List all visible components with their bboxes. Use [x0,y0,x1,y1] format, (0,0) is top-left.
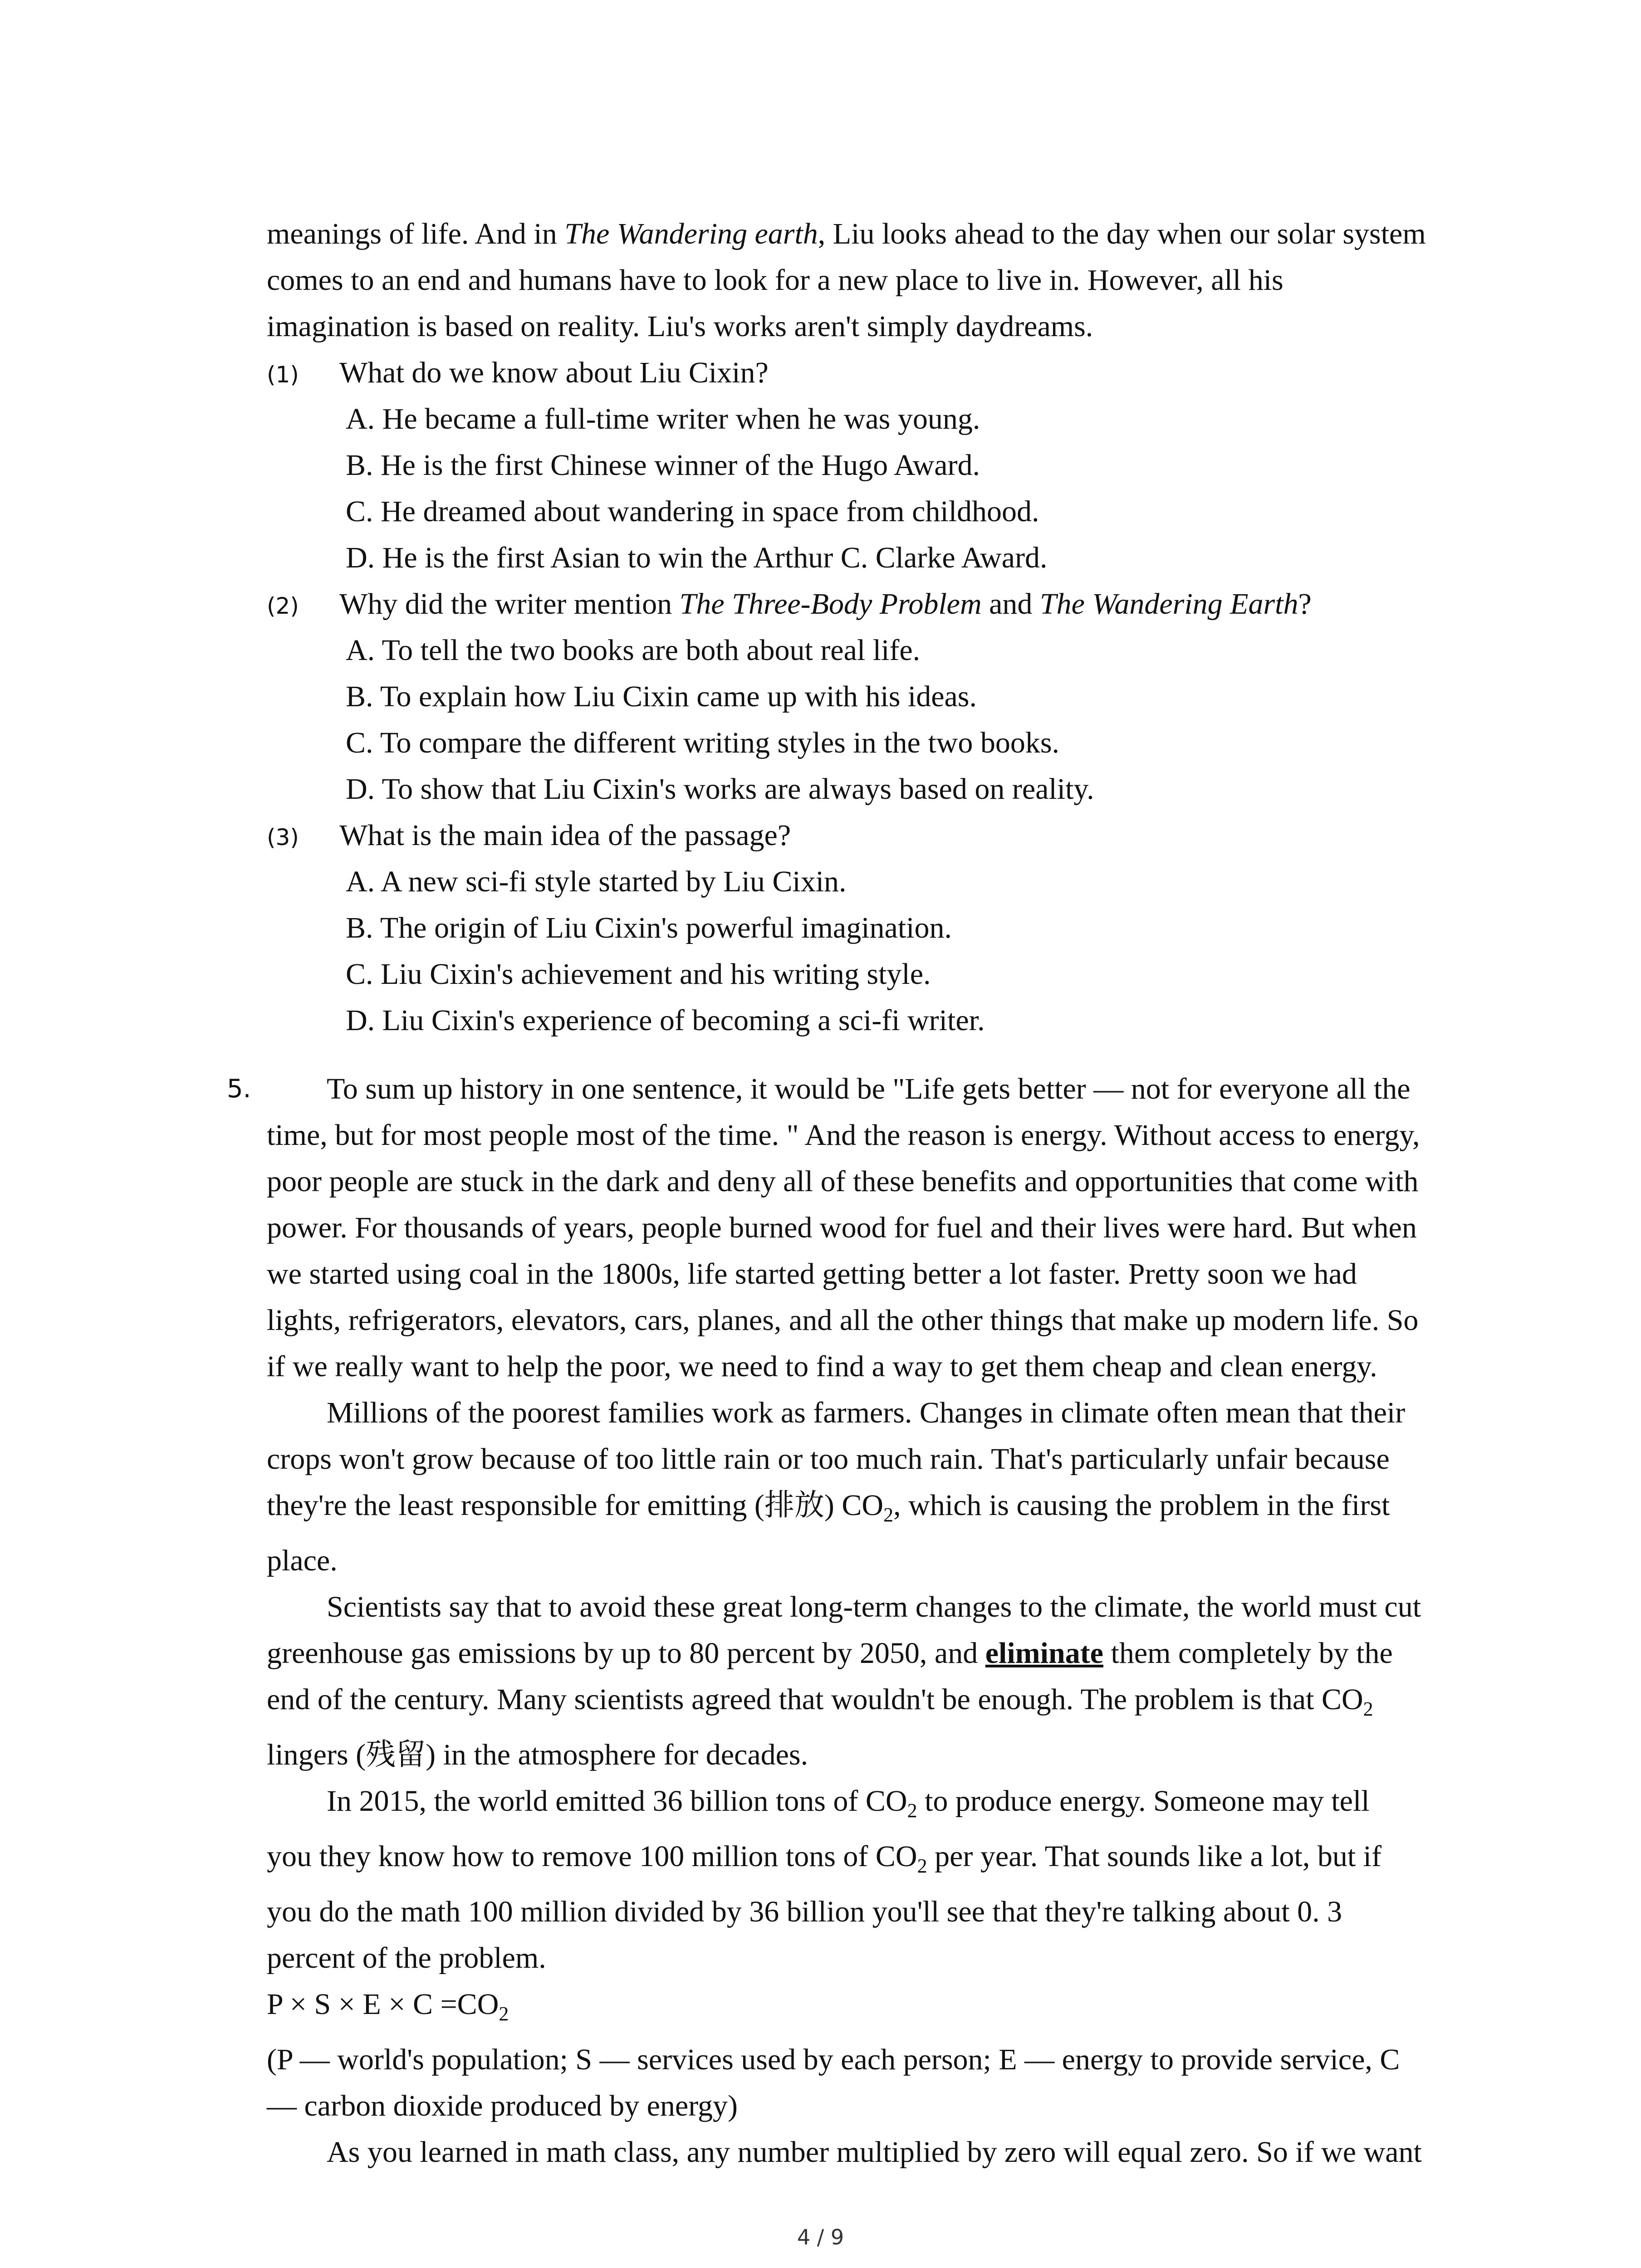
passage-line: Millions of the poorest families work as farmers. Changes in climate often mean that their [327,1396,1406,1429]
question-number: (3) [267,824,299,850]
passage-line: percent of the problem. [267,1941,546,1975]
passage-line: greenhouse gas emissions by up to 80 percent by 2050, and eliminate them completely by the [267,1637,1393,1670]
passage-line: In 2015, the world emitted 36 billion tons of $CO_2$ to produce energy. Someone may tell [327,1784,1370,1822]
passage-line: lingers (残留) in the atmosphere for decades. [267,1738,808,1771]
passage-line: crops won't grow because of too little rain or too much rain. That's particularly unfair because [267,1442,1390,1476]
formula-legend: — carbon dioxide produced by energy) [267,2089,738,2122]
passage-line: you they know how to remove 100 million tons of $CO_2$ per year. That sounds like a lot, but if [267,1840,1381,1877]
book-title: The Three-Body Problem [679,587,982,621]
formula: $P \times S \times E \times C =CO_2$ [267,1988,509,2025]
book-title: The Wandering Earth [1039,587,1298,621]
passage-number: 5. [227,1074,251,1104]
option-c[interactable]: C. To compare the different writing styles in the two books. [346,726,1060,759]
option-a[interactable]: A. To tell the two books are both about real life. [346,634,921,667]
book-title: The Wandering earth [564,217,818,250]
passage-line: To sum up history in one sentence, it would be "Life gets better — not for everyone all the [327,1072,1411,1105]
passage-line: Scientists say that to avoid these great long-term changes to the climate, the world must cut [327,1590,1421,1623]
option-b[interactable]: B. To explain how Liu Cixin came up with his ideas. [346,680,977,713]
passage-line: if we really want to help the poor, we need to find a way to get them cheap and clean energy. [267,1350,1377,1383]
option-c[interactable]: C. Liu Cixin's achievement and his writing style. [346,958,931,991]
question-number: (1) [267,362,299,388]
passage-line: poor people are stuck in the dark and deny all of these benefits and opportunities that come with [267,1165,1419,1198]
option-d[interactable]: D. To show that Liu Cixin's works are always based on reality. [346,772,1094,806]
passage-line: they're the least responsible for emitting (排放) $CO_2$, which is causing the problem in the first [267,1489,1390,1526]
question-2: (2) Why did the writer mention The Three-Body Problem and The Wandering Earth? [267,581,1312,629]
underlined-word: eliminate [985,1637,1103,1670]
question-number: (2) [267,593,299,619]
formula-legend: (P — world's population; S — services used by each person; E — energy to provide service, C [267,2043,1400,2076]
passage-line: meanings of life. And in The Wandering earth, Liu looks ahead to the day when our solar system [267,217,1426,250]
passage-line: lights, refrigerators, elevators, cars, planes, and all the other things that make up modern life. So [267,1304,1419,1337]
option-d[interactable]: D. He is the first Asian to win the Arthur C. Clarke Award. [346,541,1048,574]
option-d[interactable]: D. Liu Cixin's experience of becoming a sci-fi writer. [346,1004,985,1037]
passage-line: end of the century. Many scientists agreed that wouldn't be enough. The problem is that $CO_2$ [267,1683,1373,1720]
question-stem: What is the main idea of the passage? [339,819,791,852]
option-b[interactable]: B. The origin of Liu Cixin's powerful imagination. [346,911,952,944]
question-stem: What do we know about Liu Cixin? [339,356,769,389]
option-c[interactable]: C. He dreamed about wandering in space from childhood. [346,495,1039,528]
passage-line: place. [267,1544,338,1577]
option-a[interactable]: A. He became a full-time writer when he was young. [346,402,980,435]
page-number: 4 / 9 [797,2225,844,2249]
passage-line: we started using coal in the 1800s, life started getting better a lot faster. Pretty soon we had [267,1257,1357,1290]
passage-line: imagination is based on reality. Liu's works aren't simply daydreams. [267,310,1093,343]
passage-line: As you learned in math class, any number multiplied by zero will equal zero. So if we want [327,2136,1422,2169]
question-1 [267,350,769,398]
passage-line: comes to an end and humans have to look for a new place to live in. However, all his [267,264,1283,297]
passage-line: you do the math 100 million divided by 36 billion you'll see that they're talking about 0. 3 [267,1895,1342,1928]
option-a[interactable]: A. A new sci-fi style started by Liu Cixin. [346,865,847,898]
passage-line: power. For thousands of years, people burned wood for fuel and their lives were hard. But when [267,1211,1417,1244]
question-3 [267,812,791,860]
option-b[interactable]: B. He is the first Chinese winner of the Hugo Award. [346,449,980,482]
passage-line: time, but for most people most of the time. " And the reason is energy. Without access to energy, [267,1119,1420,1152]
